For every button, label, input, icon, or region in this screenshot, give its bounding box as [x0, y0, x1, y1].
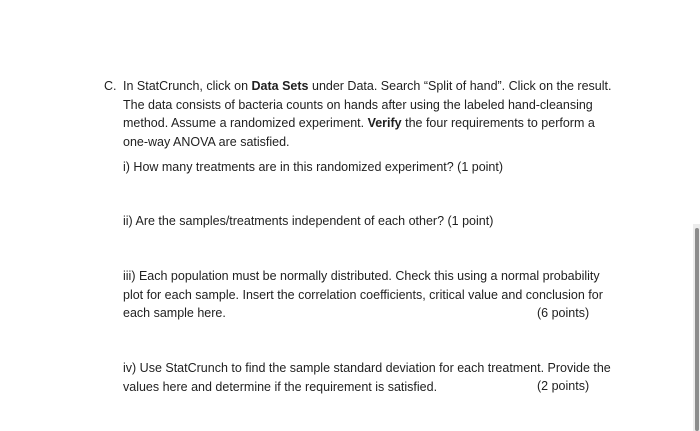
intro-text-1: In StatCrunch, click on — [123, 79, 252, 93]
part-iv-text: iv) Use StatCrunch to find the sample standard deviation for each treatment. Provide the values here and determine if the requirement is satisfied. — [123, 361, 611, 394]
intro-text-2: under Data. Search “Split of hand”. Click on the result. The data consists of bacteria counts on hands after using the labeled hand-cleansing method. Assume a randomized experiment. — [123, 79, 612, 130]
intro-bold-data-sets: Data Sets — [251, 79, 309, 93]
intro-text-3: the four requirements to perform a one-way ANOVA are satisfied. — [123, 116, 595, 149]
part-iv-points: (2 points) — [537, 379, 590, 393]
part-iii-text: iii) Each population must be normally distributed. Check this using a normal probability plot for each sample. Insert the correlation coefficients, critical value and conclusion for each sample here. — [123, 269, 603, 320]
part-ii — [123, 212, 623, 231]
part-iii — [123, 267, 623, 323]
vertical-scrollbar-thumb[interactable] — [695, 228, 699, 431]
intro-bold-verify: Verify — [367, 116, 402, 130]
part-iv — [123, 359, 623, 396]
part-i — [123, 158, 623, 177]
question-marker: C. — [104, 79, 117, 93]
part-iii-points: (6 points) — [537, 306, 590, 320]
question-intro — [123, 77, 623, 151]
part-ii-text: ii) Are the samples/treatments independent of each other? (1 point) — [123, 214, 494, 228]
part-i-text: i) How many treatments are in this randomized experiment? (1 point) — [123, 160, 504, 174]
